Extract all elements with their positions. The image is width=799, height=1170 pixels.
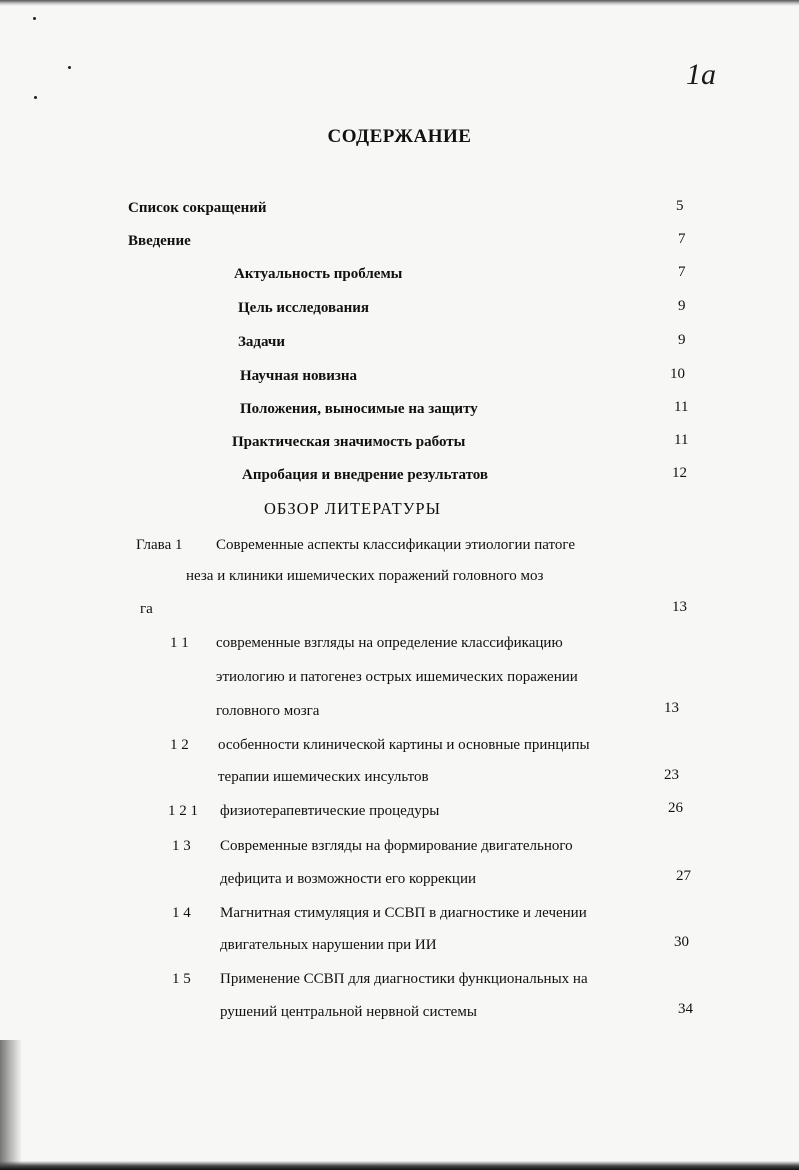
toc-intro-item-page: 10: [670, 366, 685, 382]
toc-section-line: особенности клинической картины и основные принципы: [218, 737, 590, 753]
toc-section-line: Современные взгляды на формирование двигательного: [220, 838, 573, 854]
toc-chapter-title-line: неза и клиники ишемических поражений головного моз: [186, 568, 544, 584]
toc-section-line: двигательных нарушении при ИИ: [220, 937, 437, 953]
section-heading-literature-review: ОБЗОР ЛИТЕРАТУРЫ: [264, 499, 441, 518]
toc-introduction-label: Введение: [128, 233, 191, 249]
toc-section-page: 27: [676, 868, 691, 884]
toc-section-line: Магнитная стимуляция и ССВП в диагностике и лечении: [220, 905, 587, 921]
toc-intro-item-page: 9: [678, 332, 686, 348]
toc-section-line: этиологию и патогенез острых ишемических поражении: [216, 669, 578, 685]
scan-edge-left: [0, 1040, 22, 1170]
toc-introduction-page: 7: [678, 231, 686, 247]
toc-intro-item: Научная новизна: [240, 368, 358, 384]
toc-section-page: 13: [664, 700, 679, 716]
toc-intro-item: Актуальность проблемы: [234, 266, 403, 282]
toc-section-line: Применение ССВП для диагностики функциональных на: [220, 971, 588, 987]
toc-intro-item-page: 11: [674, 399, 689, 415]
toc-section-line: головного мозга: [216, 703, 320, 719]
toc-section-page: 34: [678, 1001, 693, 1017]
toc-section-page: 30: [674, 934, 689, 950]
toc-intro-item-page: 12: [672, 465, 687, 481]
toc-intro-item: Апробация и внедрение результатов: [242, 467, 489, 483]
scan-speck: [34, 96, 37, 99]
toc-intro-item: Задачи: [238, 334, 286, 350]
toc-section-number: 1 2 1: [168, 803, 198, 819]
toc-chapter-title-line: Современные аспекты классификации этиологии патоге: [216, 537, 576, 553]
toc-section-number: 1 1: [170, 635, 189, 651]
toc-section-line: терапии ишемических инсультов: [218, 769, 429, 785]
toc-section-number: 1 5: [172, 971, 191, 987]
toc-intro-item: Цель исследования: [238, 300, 369, 316]
toc-intro-item: Практическая значимость работы: [232, 434, 466, 450]
toc-abbreviations-label: Список сокращений: [128, 200, 267, 216]
toc-intro-item-page: 11: [674, 432, 689, 448]
toc-section-line: рушений центральной нервной системы: [220, 1004, 477, 1020]
toc-section-number: 1 4: [172, 905, 191, 921]
toc-section-line: физиотерапевтические процедуры: [220, 803, 440, 819]
toc-section-number: 1 2: [170, 737, 189, 753]
toc-abbreviations-page: 5: [676, 198, 684, 214]
toc-intro-item: Положения, выносимые на защиту: [240, 401, 478, 417]
toc-section-line: современные взгляды на определение классификацию: [216, 635, 563, 651]
toc-section-page: 26: [668, 800, 683, 816]
toc-chapter-title-line: га: [140, 601, 153, 617]
toc-chapter-page: 13: [672, 599, 687, 615]
toc-section-line: дефицита и возможности его коррекции: [220, 871, 477, 887]
page-title: СОДЕРЖАНИЕ: [327, 126, 472, 147]
toc-intro-item-page: 7: [678, 264, 686, 280]
toc-chapter-number: Глава 1: [136, 537, 183, 553]
scan-edge-top: [0, 0, 799, 6]
handwritten-page-number: 1а: [686, 58, 716, 91]
scan-speck: [68, 66, 71, 69]
scan-edge-bottom: [0, 1161, 799, 1170]
toc-section-page: 23: [664, 767, 679, 783]
toc-section-number: 1 3: [172, 838, 191, 854]
toc-intro-item-page: 9: [678, 298, 686, 314]
scan-speck: [33, 17, 36, 20]
